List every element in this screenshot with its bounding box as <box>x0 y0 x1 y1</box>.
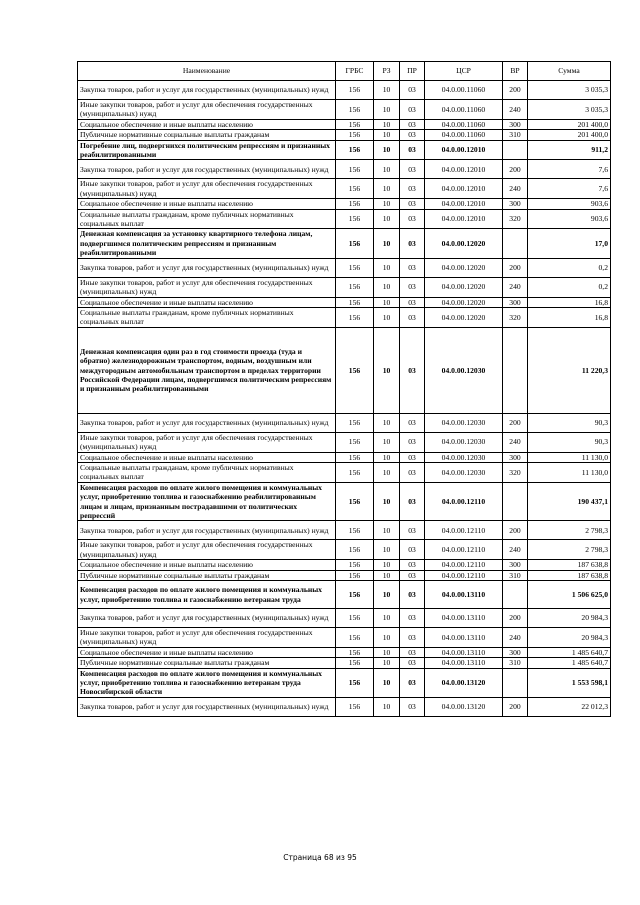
table-row <box>78 277 611 297</box>
row-csr: 04.0.00.12030 <box>425 413 503 432</box>
row-rz: 10 <box>374 119 400 129</box>
row-vr: 200 <box>503 81 528 100</box>
table-row <box>78 199 611 209</box>
row-sum: 1 485 640,7 <box>528 647 611 657</box>
table-row <box>78 452 611 462</box>
row-rz: 10 <box>374 81 400 100</box>
row-rz: 10 <box>374 668 400 697</box>
row-rz: 10 <box>374 570 400 580</box>
row-csr: 04.0.00.12020 <box>425 297 503 307</box>
row-rz: 10 <box>374 140 400 160</box>
row-csr: 04.0.00.11060 <box>425 81 503 100</box>
row-grbs: 156 <box>336 609 374 628</box>
row-rz: 10 <box>374 130 400 140</box>
row-sum: 16,8 <box>528 307 611 327</box>
row-csr: 04.0.00.11060 <box>425 119 503 129</box>
row-grbs: 156 <box>336 570 374 580</box>
row-pr: 03 <box>400 668 425 697</box>
row-sum: 7,6 <box>528 179 611 199</box>
row-rz: 10 <box>374 100 400 120</box>
table-row <box>78 413 611 432</box>
row-pr: 03 <box>400 570 425 580</box>
row-rz: 10 <box>374 160 400 179</box>
table-row <box>78 570 611 580</box>
row-rz: 10 <box>374 628 400 648</box>
row-sum: 3 035,3 <box>528 81 611 100</box>
row-sum: 3 035,3 <box>528 100 611 120</box>
row-name: Публичные нормативные социальные выплаты гражданам <box>78 658 336 668</box>
row-csr: 04.0.00.12020 <box>425 258 503 277</box>
table-row <box>78 297 611 307</box>
row-vr: 320 <box>503 307 528 327</box>
row-vr: 320 <box>503 209 528 229</box>
row-grbs: 156 <box>336 100 374 120</box>
row-grbs: 156 <box>336 452 374 462</box>
row-pr: 03 <box>400 160 425 179</box>
header-csr: ЦСР <box>425 62 503 81</box>
row-rz: 10 <box>374 462 400 482</box>
row-pr: 03 <box>400 432 425 452</box>
row-name: Денежная компенсация один раз в год стоимости проезда (туда и обратно) железнодорожным транспортом, водным, воздушным или междугородным автомобильным транспортом в пределах территории Российской Федерации лицам, подвергшимся политическим репрессиям и признанным реабилитированными <box>78 327 336 413</box>
row-sum: 20 984,3 <box>528 609 611 628</box>
table-row <box>78 462 611 482</box>
row-grbs: 156 <box>336 658 374 668</box>
row-csr: 04.0.00.13110 <box>425 628 503 648</box>
row-name: Социальное обеспечение и иные выплаты населению <box>78 119 336 129</box>
row-grbs: 156 <box>336 307 374 327</box>
row-csr: 04.0.00.12010 <box>425 140 503 160</box>
row-sum: 7,6 <box>528 160 611 179</box>
row-csr: 04.0.00.12110 <box>425 521 503 540</box>
row-rz: 10 <box>374 199 400 209</box>
table-row <box>78 81 611 100</box>
page-number: Страница 68 из 95 <box>283 853 357 862</box>
row-vr: 300 <box>503 297 528 307</box>
row-rz: 10 <box>374 413 400 432</box>
row-vr: 240 <box>503 628 528 648</box>
row-csr: 04.0.00.12010 <box>425 179 503 199</box>
row-vr <box>503 140 528 160</box>
row-grbs: 156 <box>336 140 374 160</box>
row-rz: 10 <box>374 521 400 540</box>
row-pr: 03 <box>400 119 425 129</box>
row-csr: 04.0.00.13120 <box>425 697 503 716</box>
row-csr: 04.0.00.12030 <box>425 327 503 413</box>
row-grbs: 156 <box>336 413 374 432</box>
row-grbs: 156 <box>336 668 374 697</box>
row-csr: 04.0.00.12010 <box>425 160 503 179</box>
header-sum: Сумма <box>528 62 611 81</box>
row-vr: 310 <box>503 658 528 668</box>
row-csr: 04.0.00.12110 <box>425 560 503 570</box>
table-row <box>78 258 611 277</box>
row-rz: 10 <box>374 229 400 258</box>
table-row <box>78 647 611 657</box>
row-vr: 300 <box>503 119 528 129</box>
row-grbs: 156 <box>336 297 374 307</box>
row-csr: 04.0.00.12110 <box>425 482 503 521</box>
row-name: Социальные выплаты гражданам, кроме публичных нормативных социальных выплат <box>78 462 336 482</box>
row-vr: 240 <box>503 277 528 297</box>
row-rz: 10 <box>374 581 400 609</box>
row-pr: 03 <box>400 199 425 209</box>
row-rz: 10 <box>374 609 400 628</box>
row-vr: 300 <box>503 560 528 570</box>
table-row <box>78 560 611 570</box>
row-name: Социальные выплаты гражданам, кроме публичных нормативных социальных выплат <box>78 209 336 229</box>
row-sum: 187 638,8 <box>528 560 611 570</box>
row-grbs: 156 <box>336 277 374 297</box>
row-pr: 03 <box>400 229 425 258</box>
row-grbs: 156 <box>336 327 374 413</box>
row-grbs: 156 <box>336 160 374 179</box>
row-rz: 10 <box>374 697 400 716</box>
row-grbs: 156 <box>336 462 374 482</box>
row-sum: 17,0 <box>528 229 611 258</box>
row-name: Погребение лиц, подвергнихся политическим репрессиям и признанных реабилитированными <box>78 140 336 160</box>
row-name: Компенсация расходов по оплате жилого помещения и коммунальных услуг, приобретению топлива и газоснабжению реабилитированным лицам и лицам, признанным пострадавшими от политических репрессий <box>78 482 336 521</box>
row-name: Социальное обеспечение и иные выплаты населению <box>78 560 336 570</box>
row-rz: 10 <box>374 307 400 327</box>
table-row <box>78 628 611 648</box>
row-vr <box>503 581 528 609</box>
row-vr: 320 <box>503 462 528 482</box>
row-sum: 22 012,3 <box>528 697 611 716</box>
row-name: Иные закупки товаров, работ и услуг для обеспечения государственных (муниципальных) нужд <box>78 179 336 199</box>
row-vr <box>503 327 528 413</box>
row-name: Социальное обеспечение и иные выплаты населению <box>78 297 336 307</box>
row-name: Закупка товаров, работ и услуг для государственных (муниципальных) нужд <box>78 521 336 540</box>
row-sum: 903,6 <box>528 199 611 209</box>
row-vr: 200 <box>503 697 528 716</box>
row-grbs: 156 <box>336 432 374 452</box>
row-vr: 200 <box>503 609 528 628</box>
table-row <box>78 209 611 229</box>
row-rz: 10 <box>374 540 400 560</box>
row-pr: 03 <box>400 462 425 482</box>
table-row <box>78 432 611 452</box>
row-sum: 2 798,3 <box>528 521 611 540</box>
row-name: Публичные нормативные социальные выплаты гражданам <box>78 570 336 580</box>
row-pr: 03 <box>400 452 425 462</box>
row-vr: 240 <box>503 540 528 560</box>
row-sum: 187 638,8 <box>528 570 611 580</box>
table-row <box>78 658 611 668</box>
row-pr: 03 <box>400 658 425 668</box>
row-sum: 90,3 <box>528 413 611 432</box>
row-name: Компенсация расходов по оплате жилого помещения и коммунальных услуг, приобретению топлива и газоснабжению ветеранам труда Новосибирской области <box>78 668 336 697</box>
row-vr <box>503 668 528 697</box>
row-name: Закупка товаров, работ и услуг для государственных (муниципальных) нужд <box>78 413 336 432</box>
row-rz: 10 <box>374 277 400 297</box>
row-pr: 03 <box>400 277 425 297</box>
row-pr: 03 <box>400 609 425 628</box>
row-grbs: 156 <box>336 81 374 100</box>
row-name: Иные закупки товаров, работ и услуг для обеспечения государственных (муниципальных) нужд <box>78 100 336 120</box>
row-name: Иные закупки товаров, работ и услуг для обеспечения государственных (муниципальных) нужд <box>78 628 336 648</box>
row-rz: 10 <box>374 432 400 452</box>
row-sum: 201 400,0 <box>528 119 611 129</box>
row-pr: 03 <box>400 297 425 307</box>
row-name: Закупка товаров, работ и услуг для государственных (муниципальных) нужд <box>78 697 336 716</box>
table-row <box>78 521 611 540</box>
row-vr <box>503 482 528 521</box>
row-name: Публичные нормативные социальные выплаты гражданам <box>78 130 336 140</box>
row-rz: 10 <box>374 209 400 229</box>
row-vr: 300 <box>503 647 528 657</box>
row-csr: 04.0.00.11060 <box>425 130 503 140</box>
row-sum: 201 400,0 <box>528 130 611 140</box>
row-grbs: 156 <box>336 560 374 570</box>
row-pr: 03 <box>400 581 425 609</box>
row-name: Закупка товаров, работ и услуг для государственных (муниципальных) нужд <box>78 258 336 277</box>
row-vr: 200 <box>503 160 528 179</box>
table-header-row <box>78 62 611 81</box>
table-row <box>78 179 611 199</box>
row-pr: 03 <box>400 258 425 277</box>
table-row <box>78 482 611 521</box>
row-vr: 240 <box>503 432 528 452</box>
row-csr: 04.0.00.12020 <box>425 307 503 327</box>
row-pr: 03 <box>400 130 425 140</box>
row-sum: 2 798,3 <box>528 540 611 560</box>
row-sum: 1 506 625,0 <box>528 581 611 609</box>
row-sum: 0,2 <box>528 258 611 277</box>
row-pr: 03 <box>400 560 425 570</box>
row-name: Иные закупки товаров, работ и услуг для обеспечения государственных (муниципальных) нужд <box>78 277 336 297</box>
row-sum: 1 553 598,1 <box>528 668 611 697</box>
row-csr: 04.0.00.12020 <box>425 277 503 297</box>
row-name: Социальное обеспечение и иные выплаты населению <box>78 452 336 462</box>
table-row <box>78 609 611 628</box>
row-grbs: 156 <box>336 540 374 560</box>
row-grbs: 156 <box>336 258 374 277</box>
table-row <box>78 697 611 716</box>
header-vr: ВР <box>503 62 528 81</box>
row-csr: 04.0.00.12030 <box>425 432 503 452</box>
row-vr: 200 <box>503 258 528 277</box>
row-vr: 200 <box>503 413 528 432</box>
row-grbs: 156 <box>336 119 374 129</box>
row-pr: 03 <box>400 327 425 413</box>
header-pr: ПР <box>400 62 425 81</box>
row-csr: 04.0.00.13110 <box>425 609 503 628</box>
row-grbs: 156 <box>336 697 374 716</box>
row-rz: 10 <box>374 647 400 657</box>
row-csr: 04.0.00.12030 <box>425 462 503 482</box>
row-name: Закупка товаров, работ и услуг для государственных (муниципальных) нужд <box>78 81 336 100</box>
row-name: Иные закупки товаров, работ и услуг для обеспечения государственных (муниципальных) нужд <box>78 432 336 452</box>
row-grbs: 156 <box>336 628 374 648</box>
row-grbs: 156 <box>336 130 374 140</box>
row-grbs: 156 <box>336 581 374 609</box>
table-row <box>78 100 611 120</box>
row-csr: 04.0.00.11060 <box>425 100 503 120</box>
header-grbs: ГРБС <box>336 62 374 81</box>
row-csr: 04.0.00.13110 <box>425 647 503 657</box>
row-rz: 10 <box>374 560 400 570</box>
row-sum: 20 984,3 <box>528 628 611 648</box>
row-rz: 10 <box>374 658 400 668</box>
table-row <box>78 160 611 179</box>
row-pr: 03 <box>400 647 425 657</box>
row-csr: 04.0.00.12030 <box>425 452 503 462</box>
row-sum: 1 485 640,7 <box>528 658 611 668</box>
row-vr: 240 <box>503 100 528 120</box>
row-name: Денежная компенсация за установку квартирного телефона лицам, подвергшимся политическим репрессиям и признанным реабилитированными <box>78 229 336 258</box>
row-name: Социальные выплаты гражданам, кроме публичных нормативных социальных выплат <box>78 307 336 327</box>
row-pr: 03 <box>400 540 425 560</box>
table-row <box>78 307 611 327</box>
row-pr: 03 <box>400 697 425 716</box>
row-grbs: 156 <box>336 199 374 209</box>
row-csr: 04.0.00.13110 <box>425 658 503 668</box>
row-sum: 11 130,0 <box>528 452 611 462</box>
table-row <box>78 229 611 258</box>
row-name: Социальное обеспечение и иные выплаты населению <box>78 647 336 657</box>
table-row <box>78 140 611 160</box>
row-name: Социальное обеспечение и иные выплаты населению <box>78 199 336 209</box>
row-csr: 04.0.00.13110 <box>425 581 503 609</box>
row-grbs: 156 <box>336 179 374 199</box>
row-sum: 90,3 <box>528 432 611 452</box>
row-name: Иные закупки товаров, работ и услуг для обеспечения государственных (муниципальных) нужд <box>78 540 336 560</box>
row-sum: 11 220,3 <box>528 327 611 413</box>
row-pr: 03 <box>400 413 425 432</box>
budget-table <box>77 61 611 717</box>
row-csr: 04.0.00.12020 <box>425 229 503 258</box>
table-row <box>78 119 611 129</box>
row-pr: 03 <box>400 179 425 199</box>
row-sum: 911,2 <box>528 140 611 160</box>
row-vr: 240 <box>503 179 528 199</box>
row-csr: 04.0.00.12010 <box>425 199 503 209</box>
row-grbs: 156 <box>336 482 374 521</box>
row-sum: 0,2 <box>528 277 611 297</box>
row-csr: 04.0.00.13120 <box>425 668 503 697</box>
row-pr: 03 <box>400 81 425 100</box>
row-vr: 200 <box>503 521 528 540</box>
row-csr: 04.0.00.12010 <box>425 209 503 229</box>
table-row <box>78 130 611 140</box>
row-csr: 04.0.00.12110 <box>425 570 503 580</box>
row-name: Закупка товаров, работ и услуг для государственных (муниципальных) нужд <box>78 609 336 628</box>
row-sum: 16,8 <box>528 297 611 307</box>
row-vr: 300 <box>503 452 528 462</box>
row-rz: 10 <box>374 327 400 413</box>
row-vr: 310 <box>503 570 528 580</box>
row-sum: 190 437,1 <box>528 482 611 521</box>
row-pr: 03 <box>400 521 425 540</box>
row-pr: 03 <box>400 209 425 229</box>
row-rz: 10 <box>374 297 400 307</box>
row-pr: 03 <box>400 140 425 160</box>
row-vr: 300 <box>503 199 528 209</box>
row-rz: 10 <box>374 258 400 277</box>
header-rz: РЗ <box>374 62 400 81</box>
table-row <box>78 327 611 413</box>
table-row <box>78 668 611 697</box>
table-row <box>78 540 611 560</box>
row-sum: 903,6 <box>528 209 611 229</box>
row-rz: 10 <box>374 452 400 462</box>
row-rz: 10 <box>374 482 400 521</box>
row-pr: 03 <box>400 100 425 120</box>
table-row <box>78 581 611 609</box>
row-name: Компенсация расходов по оплате жилого помещения и коммунальных услуг, приобретению топлива и газоснабжению ветеранам труда <box>78 581 336 609</box>
row-pr: 03 <box>400 628 425 648</box>
row-sum: 11 130,0 <box>528 462 611 482</box>
table-body <box>78 81 611 717</box>
row-grbs: 156 <box>336 647 374 657</box>
row-name: Закупка товаров, работ и услуг для государственных (муниципальных) нужд <box>78 160 336 179</box>
row-grbs: 156 <box>336 521 374 540</box>
row-vr: 310 <box>503 130 528 140</box>
header-name: Наименование <box>78 62 336 81</box>
row-rz: 10 <box>374 179 400 199</box>
row-grbs: 156 <box>336 209 374 229</box>
row-grbs: 156 <box>336 229 374 258</box>
row-pr: 03 <box>400 307 425 327</box>
row-pr: 03 <box>400 482 425 521</box>
row-vr <box>503 229 528 258</box>
row-csr: 04.0.00.12110 <box>425 540 503 560</box>
